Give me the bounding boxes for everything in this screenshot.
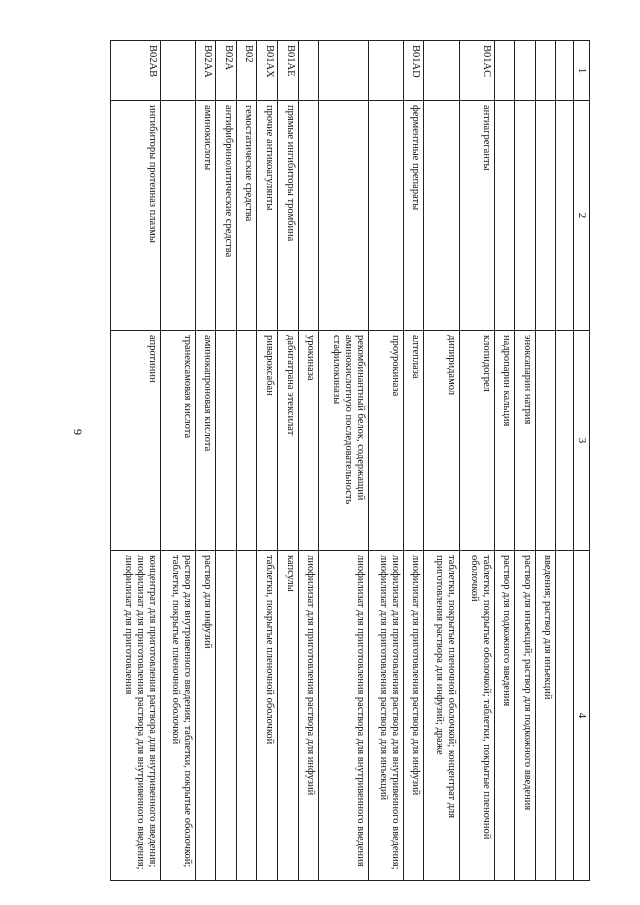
atc-code-cell: B02	[236, 41, 257, 101]
group-name-cell: прямые ингибиторы тромбина	[278, 101, 299, 331]
dosage-forms-cell	[236, 551, 257, 881]
table-row	[111, 41, 161, 881]
table-row	[424, 41, 459, 881]
dosage-forms-cell	[216, 551, 237, 881]
table-row	[494, 41, 515, 881]
group-name-cell: аминокислоты	[195, 101, 216, 331]
table-row	[216, 41, 237, 881]
header-cell-2: 2	[574, 101, 590, 331]
drug-name-cell: надропарин кальция	[494, 331, 515, 551]
dosage-forms-cell: раствор для инъекций; раствор для подкожного введения	[515, 551, 536, 881]
atc-code-cell	[368, 41, 403, 101]
atc-code-cell	[298, 41, 319, 101]
blank-cell	[556, 331, 574, 551]
atc-code-cell: B01AE	[278, 41, 299, 101]
header-cell-4: 4	[574, 551, 590, 881]
atc-code-cell	[515, 41, 536, 101]
drug-name-cell	[535, 331, 556, 551]
dosage-forms-cell: раствор для инфузий	[195, 551, 216, 881]
header-cell-3: 3	[574, 331, 590, 551]
dosage-forms-cell: введения; раствор для инъекций	[535, 551, 556, 881]
drug-name-cell: апротинин	[111, 331, 161, 551]
drug-name-cell	[236, 331, 257, 551]
group-name-cell	[160, 101, 195, 331]
atc-code-cell	[319, 41, 369, 101]
table-row	[459, 41, 494, 881]
drug-name-cell: аминокапроновая кислота	[195, 331, 216, 551]
table-row	[403, 41, 424, 881]
group-name-cell	[515, 101, 536, 331]
group-name-cell	[424, 101, 459, 331]
drug-name-cell: ривароксабан	[257, 331, 278, 551]
atc-code-cell: B01AC	[459, 41, 494, 101]
table-row	[257, 41, 278, 881]
rotated-page	[0, 40, 590, 870]
atc-code-cell	[424, 41, 459, 101]
dosage-forms-cell: лиофилизат для приготовления раствора для инфузий	[403, 551, 424, 881]
table-row	[160, 41, 195, 881]
group-name-cell: ингибиторы протеиназ плазмы	[111, 101, 161, 331]
drug-table	[110, 40, 590, 881]
drug-name-cell: алтеплаза	[403, 331, 424, 551]
group-name-cell: ферментные препараты	[403, 101, 424, 331]
atc-code-cell: B01AX	[257, 41, 278, 101]
drug-name-cell: транексамовая кислота	[160, 331, 195, 551]
atc-code-cell	[160, 41, 195, 101]
dosage-forms-cell: таблетки, покрытые пленочной оболочкой; концентрат для приготовления раствора для инфузий; драже	[424, 551, 459, 881]
drug-name-cell: дипиридамол	[424, 331, 459, 551]
atc-code-cell: B02AB	[111, 41, 161, 101]
group-name-cell: антиагреганты	[459, 101, 494, 331]
dosage-forms-cell: капсулы	[278, 551, 299, 881]
atc-code-cell	[494, 41, 515, 101]
dosage-forms-cell: таблетки, покрытые оболочкой; таблетки, покрытые пленочной оболочкой	[459, 551, 494, 881]
group-name-cell: антифибринолитические средства	[216, 101, 237, 331]
blank-cell	[556, 101, 574, 331]
drug-name-cell: рекомбинантный белок, содержащий аминокислотную последовательность стафилокиназы	[319, 331, 369, 551]
atc-code-cell: B02A	[216, 41, 237, 101]
group-name-cell	[368, 101, 403, 331]
drug-name-cell: проурокиназа	[368, 331, 403, 551]
atc-code-cell: B02AA	[195, 41, 216, 101]
group-name-cell: прочие антикоагулянты	[257, 101, 278, 331]
atc-code-cell: B01AD	[403, 41, 424, 101]
group-name-cell	[494, 101, 515, 331]
table-row	[515, 41, 536, 881]
blank-row	[556, 41, 574, 881]
dosage-forms-cell: концентрат для приготовления раствора для внутривенного введения; лиофилизат для приготовления раствора для внутривенного введения; лиофилизат для приготовления	[111, 551, 161, 881]
group-name-cell	[535, 101, 556, 331]
table-row	[278, 41, 299, 881]
header-cell-1: 1	[574, 41, 590, 101]
dosage-forms-cell: лиофилизат для приготовления раствора для внутривенного введения	[319, 551, 369, 881]
table-row	[298, 41, 319, 881]
blank-cell	[556, 551, 574, 881]
table-row	[195, 41, 216, 881]
dosage-forms-cell: таблетки, покрытые пленочной оболочкой	[257, 551, 278, 881]
blank-cell	[556, 41, 574, 101]
group-name-cell: гемостатические средства	[236, 101, 257, 331]
drug-name-cell: урокиназа	[298, 331, 319, 551]
dosage-forms-cell: раствор для внутривенного введения; таблетки, покрытые оболочкой; таблетки, покрытые пленочной оболочкой	[160, 551, 195, 881]
dosage-forms-cell: лиофилизат для приготовления раствора для инфузий	[298, 551, 319, 881]
group-name-cell	[319, 101, 369, 331]
table-row	[368, 41, 403, 881]
table-row	[236, 41, 257, 881]
atc-code-cell	[535, 41, 556, 101]
drug-name-cell: дабигатрана этексилат	[278, 331, 299, 551]
drug-name-cell: эноксапарин натрия	[515, 331, 536, 551]
page-number: 9	[71, 429, 85, 435]
header-row	[574, 41, 590, 881]
drug-name-cell	[216, 331, 237, 551]
drug-name-cell: клопидогрел	[459, 331, 494, 551]
table-row	[535, 41, 556, 881]
table-row	[319, 41, 369, 881]
group-name-cell	[298, 101, 319, 331]
dosage-forms-cell: раствор для подкожного введения	[494, 551, 515, 881]
dosage-forms-cell: лиофилизат для приготовления раствора для внутривенного введения; лиофилизат для приготовления раствора для инъекций	[368, 551, 403, 881]
